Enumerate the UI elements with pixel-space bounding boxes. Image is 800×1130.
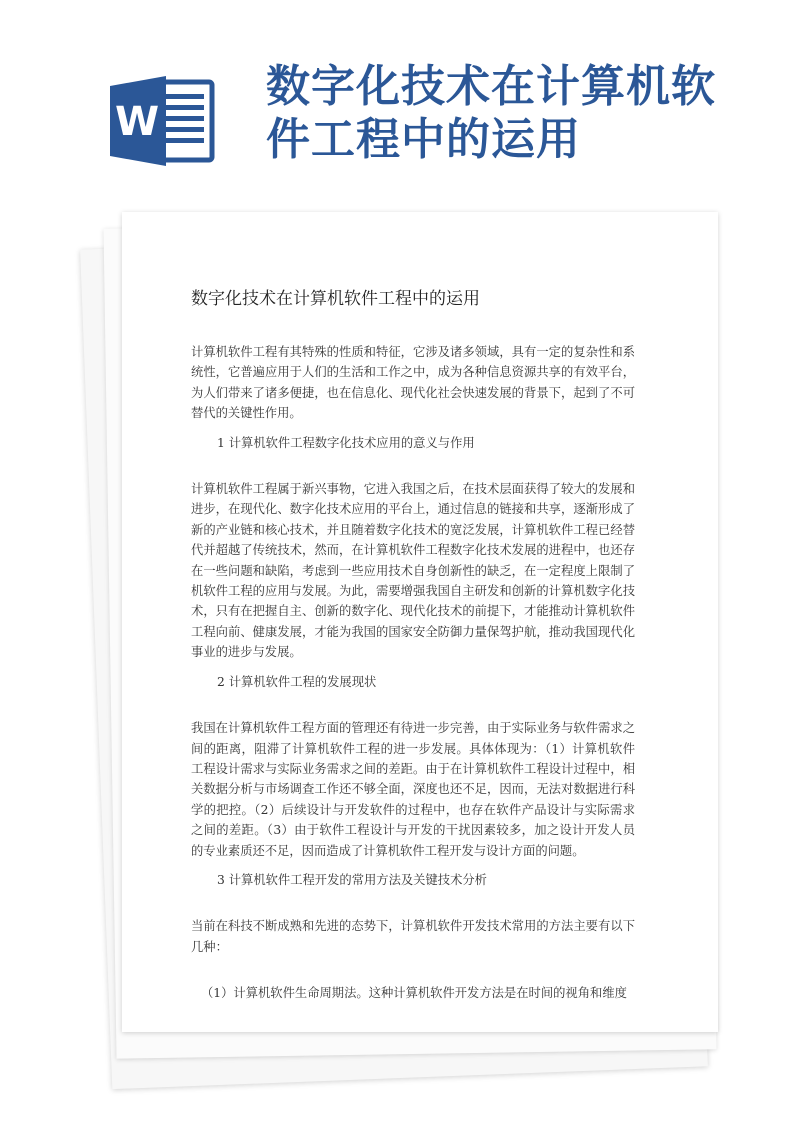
section-heading-1: 1 计算机软件工程数字化技术应用的意义与作用: [217, 435, 475, 450]
section-paragraph-3: 当前在科技不断成熟和先进的态势下，计算机软件开发技术常用的方法主要有以下几种：: [191, 919, 635, 954]
method-list-item-1: （1）计算机软件生命周期法。这种计算机软件开发方法是在时间的视角和维度: [201, 986, 627, 1001]
header-banner: [0, 0, 800, 200]
banner-title-line-1: 数字化技术在计算机软: [266, 61, 716, 112]
section-heading-3: 3 计算机软件工程开发的常用方法及关键技术分析: [217, 872, 487, 887]
section-paragraph-2: 我国在计算机软件工程方面的管理还有待进一步完善，由于实际业务与软件需求之间的距离，阻滞了计算机软件工程的进一步发展。具体体现为：（1）计算机软件工程设计需求与实际业务需求之间的差距。由于在计算机软件工程设计过程中，相关数据分析与市场调查工作还不够全面，深度也还不足，因而，无法对数据进行科学的把控。（2）后续设计与开发软件的过程中，也存在软件产品设计与实际需求之间的差距。（3）由于软件工程设计与开发的干扰因素较多，加之设计开发人员的专业素质还不足，因而造成了计算机软件工程开发与设计方面的问题。: [191, 721, 635, 858]
document-page: [122, 212, 718, 1032]
word-document-icon: [108, 72, 216, 168]
banner-title: [266, 60, 766, 166]
banner-title-line-2: 件工程中的运用: [266, 114, 581, 165]
svg-text:W: W: [114, 99, 160, 145]
document-title: 数字化技术在计算机软件工程中的运用: [191, 289, 480, 309]
intro-paragraph: 计算机软件工程有其特殊的性质和特征，它涉及诸多领域，具有一定的复杂性和系统性，它普遍应用于人们的生活和工作之中，成为各种信息资源共享的有效平台，为人们带来了诸多便捷，也在信息化、现代化社会快速发展的背景下，起到了不可替代的关键性作用。: [191, 345, 635, 421]
document-body: [191, 342, 635, 1004]
section-paragraph-1: 计算机软件工程属于新兴事物，它进入我国之后，在技术层面获得了较大的发展和进步，在现代化、数字化技术应用的平台上，通过信息的链接和共享，逐渐形成了新的产业链和核心技术，并且随着数字化技术的宽泛发展，计算机软件工程已经替代并超越了传统技术，然而，在计算机软件工程数字化技术发展的进程中，也还存在一些问题和缺陷，考虑到一些应用技术自身创新性的缺乏，在一定程度上限制了机软件工程的应用与发展。为此，需要增强我国自主研发和创新的计算机数字化技术，只有在把握自主、创新的数字化、现代化技术的前提下，才能推动计算机软件工程向前、健康发展，才能为我国的国家安全防御力量保驾护航，推动我国现代化事业的进步与发展。: [191, 482, 635, 660]
section-heading-2: 2 计算机软件工程的发展现状: [217, 674, 377, 689]
